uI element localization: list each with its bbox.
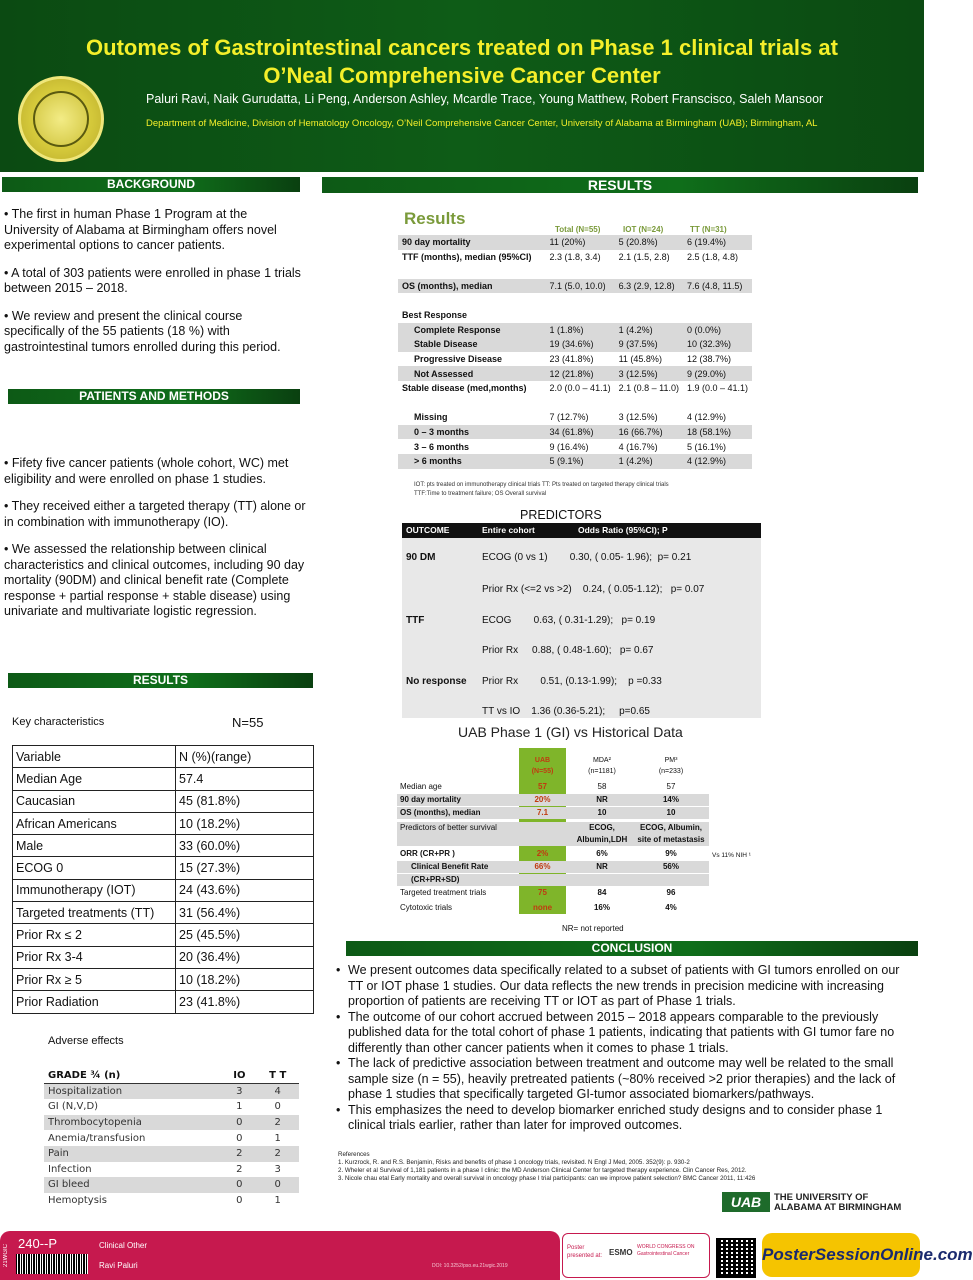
table-header-cell: GRADE ¾ (n) <box>44 1068 222 1084</box>
table-cell: Cytotoxic trials <box>400 903 453 912</box>
row-label: TTF (months), median (95%CI) <box>402 251 532 262</box>
table-cell: 58 <box>597 782 607 791</box>
table-cell: 33 (60.0%) <box>176 835 314 857</box>
section-patients-methods: PATIENTS AND METHODS <box>8 389 300 404</box>
table-row <box>398 279 752 294</box>
reference-item: 1. Kurzrock, R. and R.S. Benjamin, Risks and benefits of phase 1 oncology trials, revisited. N Engl J Med, 2005. 352(9): p. 930-2 <box>338 1159 690 1166</box>
row-label <box>398 396 546 411</box>
table-cell: 19 (34.6%) <box>546 337 615 352</box>
results-table <box>398 235 752 469</box>
bullet: • This emphasizes the need to develop biomarker enriched study designs and to consider phase 1 clinical trials earlier, rather than later for improved outcomes. <box>336 1103 914 1134</box>
table-cell: 0 <box>222 1177 256 1193</box>
table-cell: 9% <box>665 849 677 858</box>
row-label: 0 – 3 months <box>398 425 546 440</box>
table-cell: Median Age <box>13 768 176 790</box>
table-cell: Targeted treatments (TT) <box>13 902 176 924</box>
table-cell: 3 <box>222 1084 256 1100</box>
section-conclusion: CONCLUSION <box>346 941 918 956</box>
reference-item: 2. Wheler et al Survival of 1,181 patients in a phase I clinic: the MD Anderson Clinical Center for targeted therapy experience. Clin Cancer Res, 2012. <box>338 1167 747 1174</box>
table-cell <box>546 308 615 323</box>
table-row <box>398 410 752 425</box>
table-cell: Caucasian <box>13 790 176 812</box>
table-cell: (CR+PR+SD) <box>411 875 460 884</box>
footer-doi: DOI: 10.3252/pso.eu.21wgic.2019 <box>432 1263 508 1269</box>
predictor-outcome: No response <box>406 676 467 687</box>
table-cell: 31 (56.4%) <box>176 902 314 924</box>
table-cell: Clinical Benefit Rate <box>411 862 489 871</box>
table-cell: African Americans <box>13 812 176 834</box>
table-row <box>397 807 709 819</box>
table-row <box>398 308 752 323</box>
table-cell: Prior Rx ≥ 5 <box>13 968 176 990</box>
affiliation: Department of Medicine, Division of Hematology Oncology, O’Neil Comprehensive Cancer Center, University of Alabama at Birmingham (UAB); Birmingham, AL <box>146 118 818 129</box>
uab-text-line: ALABAMA AT BIRMINGHAM <box>774 1202 902 1213</box>
table-cell <box>546 396 615 411</box>
table-cell: 6 (19.4%) <box>683 235 752 250</box>
pred-header-or: Odds Ratio (95%CI); P <box>578 525 668 535</box>
predictor-value: Prior Rx 0.88, ( 0.48-1.60); p= 0.67 <box>482 645 654 656</box>
table-cell: 0 <box>256 1177 299 1193</box>
table-cell <box>615 264 683 279</box>
table-cell <box>546 264 615 279</box>
table-header-cell: IO <box>222 1068 256 1084</box>
table-header-row <box>44 1068 299 1084</box>
table-cell: 0 (0.0%) <box>683 323 752 338</box>
uab-text-line: THE UNIVERSITY OF <box>774 1192 869 1203</box>
table-cell: ORR (CR+PR ) <box>400 849 455 858</box>
table-cell: 2.5 (1.8, 4.8) <box>686 251 738 262</box>
table-cell: none <box>532 903 553 912</box>
row-label: Complete Response <box>398 323 546 338</box>
table-cell: 7 (12.7%) <box>549 412 589 423</box>
esmo-logo: ESMO <box>609 1248 633 1257</box>
table-row <box>13 768 314 790</box>
table-row <box>13 790 314 812</box>
table-header-cell: T T <box>256 1068 299 1084</box>
table-cell: 0 <box>236 1132 243 1144</box>
uab-mark-icon: UAB <box>722 1192 770 1212</box>
table-row <box>13 812 314 834</box>
table-cell: Infection <box>48 1163 92 1175</box>
key-characteristics-label: Key characteristics <box>12 716 105 728</box>
col-tt: TT (N=31) <box>690 225 727 234</box>
results-note-line: TTF:Time to treatment failure; OS Overall survival <box>414 491 547 497</box>
vs-note: Vs 11% NIH ¹ <box>712 852 751 859</box>
table-cell: 7.1 <box>536 808 549 817</box>
row-label: OS (months), median <box>398 279 546 294</box>
col-mda: MDA² <box>593 757 611 764</box>
table-row <box>398 366 752 381</box>
row-label: 3 – 6 months <box>414 441 470 452</box>
table-row <box>13 991 314 1013</box>
table-row <box>398 396 752 411</box>
table-cell: 10 (18.2%) <box>176 968 314 990</box>
adverse-effects-label: Adverse effects <box>48 1035 124 1047</box>
row-label: Stable disease (med,months) <box>402 383 527 394</box>
table-row <box>397 794 709 806</box>
table-cell: 5 (20.8%) <box>615 235 683 250</box>
table-cell: 4 (12.9%) <box>683 454 752 469</box>
table-cell: Predictors of better survival <box>400 823 497 832</box>
table-row <box>13 857 314 879</box>
table-cell: 15 (27.3%) <box>176 857 314 879</box>
table-cell: 20% <box>534 795 551 804</box>
table-cell: 23 (41.8%) <box>549 354 594 365</box>
table-row <box>44 1177 299 1193</box>
table-cell: NR <box>596 795 608 804</box>
table-cell: 2 <box>236 1163 243 1175</box>
table-row <box>398 337 752 352</box>
predictor-outcome: TTF <box>406 615 425 626</box>
table-cell: GI bleed <box>44 1177 222 1193</box>
table-row <box>397 902 709 914</box>
row-label: Not Assessed <box>398 366 546 381</box>
col-mda-n: (n=1181) <box>588 768 616 775</box>
table-cell: 2.0 (0.0 – 41.1) <box>549 383 611 394</box>
row-label: Best Response <box>402 310 468 321</box>
table-cell: site of metastasis <box>637 835 705 844</box>
table-cell: 6% <box>596 849 608 858</box>
table-row <box>44 1146 299 1162</box>
table-row <box>44 1162 299 1178</box>
table-cell: 7.1 (5.0, 10.0) <box>546 279 615 294</box>
bullet: • They received either a targeted therapy (TT) alone or in combination with immunotherapy (IO). <box>4 499 306 529</box>
historical-table <box>397 748 709 914</box>
key-characteristics-table <box>12 745 314 1014</box>
table-row <box>44 1193 299 1209</box>
congress-logo: WORLD CONGRESS ON Gastrointestinal Cancer <box>637 1244 695 1257</box>
table-cell: 1 (1.8%) <box>546 323 615 338</box>
table-row <box>397 861 709 873</box>
table-cell: 57 <box>666 782 676 791</box>
row-label: 90 day mortality <box>398 235 546 250</box>
table-cell: Prior Rx ≤ 2 <box>13 924 176 946</box>
table-cell: 18 (58.1%) <box>683 425 752 440</box>
table-cell: 16% <box>593 903 610 912</box>
predictor-value: Prior Rx 0.51, (0.13-1.99); p =0.33 <box>482 676 662 687</box>
pred-header-outcome: OUTCOME <box>406 525 450 535</box>
table-cell: Thrombocytopenia <box>44 1115 222 1131</box>
table-cell: 9 (16.4%) <box>549 441 589 452</box>
table-cell: ECOG, Albumin, <box>640 823 702 832</box>
table-cell: 12 (38.7%) <box>686 354 731 365</box>
table-cell: Prior Radiation <box>13 991 176 1013</box>
presented-at-box <box>562 1233 710 1278</box>
table-cell: 5 (16.1%) <box>686 441 726 452</box>
table-row <box>398 352 752 367</box>
table-cell <box>546 293 615 308</box>
table-row <box>398 454 752 469</box>
bullet: • Fifety five cancer patients (whole cohort, WC) met eligibility and were enrolled on phase 1 studies. <box>4 456 289 486</box>
col-pm: PM³ <box>664 757 678 764</box>
table-row <box>397 834 709 846</box>
table-row <box>13 968 314 990</box>
table-cell: 1 (4.2%) <box>615 323 683 338</box>
qr-code-icon[interactable] <box>716 1238 756 1278</box>
table-cell: 2.1 (1.5, 2.8) <box>618 251 670 262</box>
table-cell: 12 (21.8%) <box>546 366 615 381</box>
predictor-value: TT vs IO 1.36 (0.36-5.21); p=0.65 <box>482 706 650 717</box>
row-label <box>398 264 546 279</box>
table-cell: Median age <box>400 782 442 791</box>
footer-tag: 21WGIC <box>3 1244 9 1268</box>
table-row <box>398 439 752 454</box>
table-cell: 4% <box>665 903 677 912</box>
table-cell: 1 <box>274 1195 281 1207</box>
table-cell: 5 (9.1%) <box>546 454 615 469</box>
table-cell: 4 <box>256 1084 299 1100</box>
table-row <box>44 1115 299 1131</box>
bullet: • The outcome of our cohort accrued between 2015 – 2018 appears comparable to the previously published data for the total cohort of phase 1 patients, indicating that patients with GI tumor fare no differently than other cancer patients when it comes to phase 1 trials. <box>336 1010 914 1057</box>
bullet: • We present outcomes data specifically related to a subset of patients with GI tumors enrolled on our TT or IOT phase 1 studies. Our data reflects the new trends in precision medicine with increasing proportion of patients are receiving TT or IOT as part of Phase 1 trials. <box>336 963 914 1010</box>
poster-session-online-logo[interactable]: PosterSessionOnline.com <box>762 1233 920 1277</box>
table-row <box>44 1099 299 1115</box>
table-cell: 1.9 (0.0 – 41.1) <box>686 383 748 394</box>
predictor-value: ECOG (0 vs 1) 0.30, ( 0.05- 1.96); p= 0.21 <box>482 552 692 563</box>
table-cell: Immunotherapy (IOT) <box>13 879 176 901</box>
table-cell: 84 <box>597 888 607 897</box>
table-cell: 1 <box>274 1132 281 1144</box>
table-row <box>398 264 752 279</box>
barcode-icon <box>16 1254 88 1274</box>
table-cell: Prior Rx 3-4 <box>13 946 176 968</box>
table-row <box>397 887 709 899</box>
results-table-panel <box>398 203 752 503</box>
table-cell <box>683 264 752 279</box>
table-cell: 9 (29.0%) <box>683 366 752 381</box>
table-cell: Pain <box>44 1146 222 1162</box>
table-row <box>398 381 752 396</box>
table-cell: Male <box>13 835 176 857</box>
uab-logo-text <box>774 1193 914 1213</box>
table-cell: 25 (45.5%) <box>176 924 314 946</box>
row-label: > 6 months <box>398 454 546 469</box>
table-cell: ECOG 0 <box>13 857 176 879</box>
footer-category: Clinical Other <box>99 1241 148 1250</box>
title-line-1: Outomes of Gastrointestinal cancers treated on Phase 1 clinical trials at <box>86 35 838 60</box>
table-row <box>13 835 314 857</box>
table-cell: 10 <box>666 808 676 817</box>
table-cell: 75 <box>538 888 547 897</box>
table-row <box>13 902 314 924</box>
table-cell: NR <box>596 862 608 871</box>
table-cell: 0 <box>236 1195 243 1207</box>
table-cell: Albumin,LDH <box>576 835 628 844</box>
table-row <box>13 746 314 768</box>
table-row <box>397 874 709 886</box>
table-cell: 4 (16.7%) <box>618 441 658 452</box>
table-cell: 0 <box>274 1101 281 1113</box>
bullet: • The first in human Phase 1 Program at the University of Alabama at Birmingham offers novel experimental options to cancer patients. <box>4 207 277 252</box>
table-cell: 10 <box>597 808 607 817</box>
table-row <box>13 879 314 901</box>
table-row <box>397 822 709 834</box>
table-row <box>397 848 709 860</box>
table-row <box>44 1130 299 1146</box>
table-row <box>13 924 314 946</box>
results-note-line: IOT: pts treated on immunotherapy clinical trials TT: Pts treated on targeted therapy clinical trials <box>414 482 669 488</box>
table-cell: 4 (12.9%) <box>686 412 726 423</box>
poster-header <box>0 0 924 172</box>
predictors-table <box>402 523 761 718</box>
table-cell: 56% <box>662 862 679 871</box>
table-cell: 14% <box>662 795 679 804</box>
references <box>338 1151 918 1183</box>
predictors-header <box>402 523 761 538</box>
col-total: Total (N=55) <box>555 225 601 234</box>
table-cell: 6.3 (2.9, 12.8) <box>615 279 683 294</box>
table-cell: 23 (41.8%) <box>176 991 314 1013</box>
historical-title: UAB Phase 1 (GI) vs Historical Data <box>458 724 683 740</box>
conclusion-bullets <box>336 963 914 1134</box>
methods-bullets <box>4 456 310 632</box>
table-cell: N (%)(range) <box>176 746 314 768</box>
table-row <box>398 235 752 250</box>
results-note <box>414 481 669 499</box>
row-label <box>398 293 546 308</box>
predictor-value: ECOG 0.63, ( 0.31-1.29); p= 0.19 <box>482 615 656 626</box>
results-table-title: Results <box>404 209 466 228</box>
background-bullets <box>4 207 304 367</box>
historical-header-row <box>397 767 709 779</box>
col-pm-n: (n=233) <box>658 768 684 775</box>
table-cell: Targeted treatment trials <box>400 888 487 897</box>
table-cell: 2.1 (0.8 – 11.0) <box>618 383 679 394</box>
table-cell: 1 <box>236 1101 243 1113</box>
bullet: • We review and present the clinical course specifically of the 55 patients (18 %) with gastrointestinal tumors enrolled during this period. <box>4 308 281 354</box>
table-cell: 3 (12.5%) <box>615 366 683 381</box>
table-cell: 7.6 (4.8, 11.5) <box>683 279 752 294</box>
table-cell: 1 (4.2%) <box>615 454 683 469</box>
section-results-left: RESULTS <box>8 673 313 688</box>
references-title: References <box>338 1151 370 1158</box>
table-cell: 24 (43.6%) <box>176 879 314 901</box>
reference-item: 3. Nicole chau etal Early mortality and overall survival in oncology phase I trial participants: can we improve patient selection? BMC Cancer 2011, 11:426 <box>338 1175 756 1182</box>
table-cell: 9 (37.5%) <box>615 337 683 352</box>
table-cell: 34 (61.8%) <box>546 425 615 440</box>
bullet: • We assessed the relationship between clinical characteristics and clinical outcomes, including 90 day mortality (90DM) and clinical benefit rate (Complete response + partial response + stable disease) using univariate and multivariate logistic regression. <box>4 542 305 618</box>
title-line-2: O’Neal Comprehensive Cancer Center <box>263 63 661 88</box>
table-cell: 57 <box>538 782 547 791</box>
table-cell: 11 (45.8%) <box>618 354 662 365</box>
table-cell: Hospitalization <box>44 1084 222 1100</box>
table-cell: 2.3 (1.8, 3.4) <box>549 251 601 262</box>
footer-author: Ravi Paluri <box>99 1261 138 1270</box>
row-label: Progressive Disease <box>414 354 503 365</box>
table-cell: 20 (36.4%) <box>176 946 314 968</box>
table-cell: 57.4 <box>176 768 314 790</box>
table-cell: 90 day mortality <box>400 795 461 804</box>
table-cell: 66% <box>534 862 551 871</box>
table-row <box>398 250 752 265</box>
table-cell: 10 (32.3%) <box>683 337 752 352</box>
table-cell: 3 (12.5%) <box>618 412 658 423</box>
predictor-outcome: 90 DM <box>406 552 436 563</box>
bullet: • The lack of predictive association between treatment and outcome may well be related to the small sample size (n = 55), heavily pretreated patients (~80% received >2 prior therapies) and the lack of phase 1 studies that specifically targeted GI-tumor associated biomarkers/pathways. <box>336 1056 914 1103</box>
poster-title <box>0 34 924 90</box>
table-cell: Hemoptysis <box>48 1195 107 1207</box>
section-results-right: RESULTS <box>322 177 918 193</box>
table-cell: Variable <box>13 746 176 768</box>
table-row <box>398 425 752 440</box>
table-cell <box>683 293 752 308</box>
table-row <box>397 781 709 793</box>
pred-header-cohort: Entire cohort <box>482 525 535 535</box>
table-cell: 3 <box>274 1163 281 1175</box>
bullet: • A total of 303 patients were enrolled in phase 1 trials between 2015 – 2018. <box>4 265 301 295</box>
table-cell: OS (months), median <box>400 808 481 817</box>
table-cell <box>615 308 683 323</box>
table-cell: 11 (20%) <box>546 235 615 250</box>
table-cell <box>615 293 683 308</box>
table-cell: Anemia/transfusion <box>48 1132 146 1144</box>
table-cell <box>683 396 752 411</box>
table-cell: 10 (18.2%) <box>176 812 314 834</box>
table-row <box>44 1084 299 1100</box>
row-label: Missing <box>414 412 448 423</box>
presented-at-label: Poster presented at: <box>567 1245 603 1259</box>
row-label: Stable Disease <box>398 337 546 352</box>
key-characteristics-n: N=55 <box>232 715 264 730</box>
predictors-title: PREDICTORS <box>520 508 602 522</box>
table-cell: 96 <box>666 888 676 897</box>
table-cell <box>615 396 683 411</box>
col-iot: IOT (N=24) <box>623 225 664 234</box>
table-row <box>13 946 314 968</box>
historical-footnote: NR= not reported <box>562 924 624 933</box>
table-cell: 16 (66.7%) <box>615 425 683 440</box>
section-background: BACKGROUND <box>2 177 300 192</box>
table-cell: GI (N,V,D) <box>48 1101 99 1113</box>
table-cell <box>683 308 752 323</box>
table-cell: 2 <box>222 1146 256 1162</box>
table-cell: 0 <box>222 1115 256 1131</box>
poster-id: 240--P <box>18 1236 58 1251</box>
authors: Paluri Ravi, Naik Gurudatta, Li Peng, Anderson Ashley, Mcardle Trace, Young Matthew, Robert Franscisco, Saleh Mansoor <box>146 92 824 106</box>
table-cell: 2 <box>256 1146 299 1162</box>
table-row <box>398 323 752 338</box>
table-cell: 2% <box>536 849 549 858</box>
predictor-value: Prior Rx (<=2 vs >2) 0.24, ( 0.05-1.12); p= 0.07 <box>482 584 705 595</box>
table-cell: 45 (81.8%) <box>176 790 314 812</box>
table-cell: ECOG, <box>589 823 615 832</box>
table-cell: 2 <box>256 1115 299 1131</box>
col-uab-n: (N=55) <box>531 768 554 775</box>
adverse-effects-table <box>44 1068 299 1208</box>
col-uab: UAB <box>534 757 551 764</box>
table-row <box>398 293 752 308</box>
